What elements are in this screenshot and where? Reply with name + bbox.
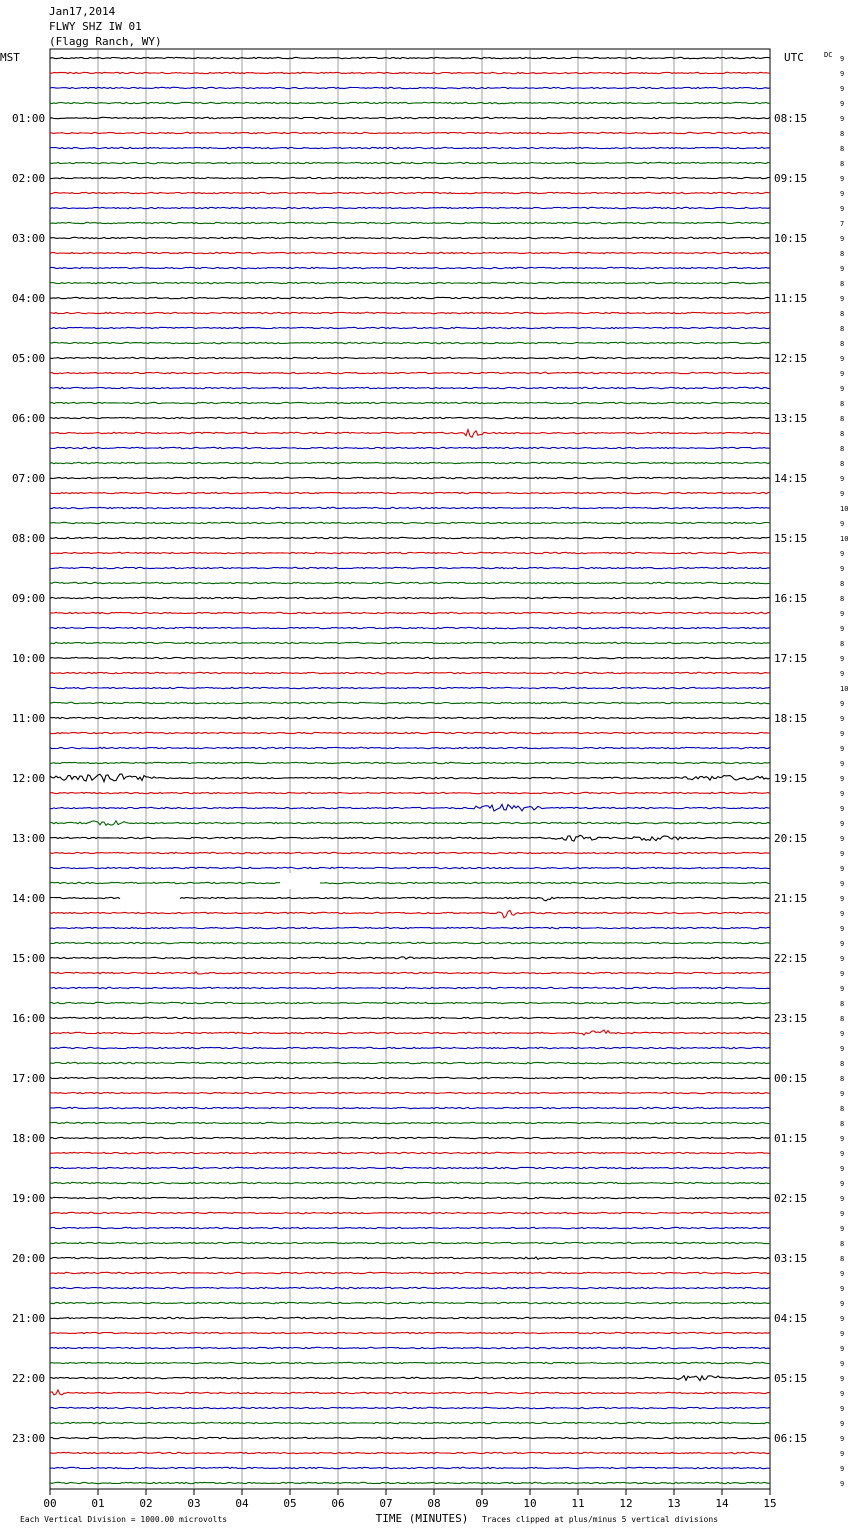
dc-offset-label: 9 xyxy=(840,985,845,993)
dc-offset-label: 9 xyxy=(840,925,845,933)
right-hour-label: 06:15 xyxy=(774,1432,808,1445)
seismic-trace xyxy=(50,1437,770,1438)
dc-offset-label: 9 xyxy=(840,1270,845,1278)
dc-offset-label: 9 xyxy=(840,715,845,723)
dc-offset-label: 9 xyxy=(840,70,845,78)
seismic-trace xyxy=(50,162,770,163)
seismic-trace xyxy=(50,1092,770,1093)
dc-offset-label: 8 xyxy=(840,640,845,648)
x-tick-label: 12 xyxy=(619,1497,633,1510)
dc-offset-label: 8 xyxy=(840,1060,845,1068)
seismic-trace xyxy=(50,567,770,568)
dc-offset-label: 8 xyxy=(840,340,845,348)
left-hour-label: 23:00 xyxy=(12,1432,46,1445)
data-gap xyxy=(280,873,318,889)
dc-offset-label: 9 xyxy=(840,820,845,828)
right-hour-label: 12:15 xyxy=(774,352,808,365)
dc-offset-label: 9 xyxy=(840,1300,845,1308)
seismic-trace xyxy=(50,537,770,538)
seismic-trace xyxy=(50,597,770,598)
seismic-trace xyxy=(50,1407,770,1408)
left-hour-label: 02:00 xyxy=(12,172,46,185)
right-hour-label: 04:15 xyxy=(774,1312,808,1325)
seismic-trace xyxy=(50,222,770,223)
left-hour-label: 01:00 xyxy=(12,112,46,125)
seismic-trace xyxy=(50,1272,770,1273)
seismic-trace xyxy=(50,297,770,298)
left-hour-label: 21:00 xyxy=(12,1312,46,1325)
seismic-trace xyxy=(50,1212,770,1213)
dc-offset-label: 9 xyxy=(840,1375,845,1383)
seismic-trace xyxy=(50,672,770,674)
seismic-trace xyxy=(50,1047,770,1048)
dc-offset-label: 9 xyxy=(840,355,845,363)
right-hour-label: 00:15 xyxy=(774,1072,808,1085)
dc-offset-label: 9 xyxy=(840,520,845,528)
right-hour-label: 01:15 xyxy=(774,1132,808,1145)
dc-offset-label: 8 xyxy=(840,130,845,138)
left-hour-label: 18:00 xyxy=(12,1132,46,1145)
dc-offset-label: 10 xyxy=(840,535,849,543)
seismic-trace xyxy=(50,942,770,943)
dc-offset-label: 8 xyxy=(840,595,845,603)
seismic-trace xyxy=(50,207,770,208)
dc-offset-label: 9 xyxy=(840,1210,845,1218)
x-tick-label: 09 xyxy=(475,1497,489,1510)
dc-offset-label: 9 xyxy=(840,910,845,918)
dc-offset-label: 8 xyxy=(840,1240,845,1248)
dc-offset-label: 9 xyxy=(840,1315,845,1323)
dc-offset-label: 9 xyxy=(840,115,845,123)
seismic-trace xyxy=(50,657,770,658)
dc-offset-label: 9 xyxy=(840,970,845,978)
dc-offset-label: 10 xyxy=(840,685,849,693)
dc-offset-label: 10 xyxy=(840,505,849,513)
seismic-trace xyxy=(50,237,770,238)
dc-offset-label: 8 xyxy=(840,325,845,333)
dc-offset-label: 9 xyxy=(840,1405,845,1413)
x-axis-label: TIME (MINUTES) xyxy=(375,1512,469,1525)
dc-offset-label: 9 xyxy=(840,955,845,963)
dc-offset-label: 9 xyxy=(840,850,845,858)
dc-offset-label: 9 xyxy=(840,175,845,183)
dc-offset-label: 8 xyxy=(840,145,845,153)
dc-column-label: DC xyxy=(824,51,833,59)
seismic-trace xyxy=(50,177,770,178)
seismic-trace xyxy=(50,1390,770,1395)
seismic-trace xyxy=(50,1422,770,1423)
left-hour-label: 12:00 xyxy=(12,772,46,785)
left-hour-label: 14:00 xyxy=(12,892,46,905)
dc-offset-label: 9 xyxy=(840,235,845,243)
right-hour-label: 17:15 xyxy=(774,652,808,665)
dc-offset-label: 9 xyxy=(840,1195,845,1203)
left-hour-label: 11:00 xyxy=(12,712,46,725)
left-hour-label: 10:00 xyxy=(12,652,46,665)
dc-offset-label: 9 xyxy=(840,55,845,63)
dc-offset-label: 8 xyxy=(840,580,845,588)
dc-offset-label: 9 xyxy=(840,745,845,753)
dc-offset-label: 9 xyxy=(840,1225,845,1233)
dc-offset-label: 9 xyxy=(840,1390,845,1398)
dc-offset-label: 9 xyxy=(840,1285,845,1293)
seismic-trace xyxy=(50,1317,770,1318)
seismic-trace xyxy=(50,87,770,88)
left-hour-label: 20:00 xyxy=(12,1252,46,1265)
seismic-trace xyxy=(50,430,770,438)
seismic-trace xyxy=(50,732,770,733)
dc-offset-label: 9 xyxy=(840,550,845,558)
dc-offset-label: 8 xyxy=(840,430,845,438)
seismic-trace xyxy=(50,957,770,959)
dc-offset-label: 8 xyxy=(840,310,845,318)
seismic-trace xyxy=(50,1242,770,1243)
seismic-trace xyxy=(50,1452,770,1453)
dc-offset-label: 9 xyxy=(840,670,845,678)
seismic-trace xyxy=(50,552,770,553)
seismic-trace xyxy=(50,477,770,478)
seismic-trace xyxy=(50,927,770,928)
dc-offset-label: 9 xyxy=(840,1480,845,1488)
dc-offset-label: 9 xyxy=(840,475,845,483)
x-tick-label: 00 xyxy=(43,1497,57,1510)
dc-offset-label: 9 xyxy=(840,100,845,108)
dc-offset-label: 9 xyxy=(840,790,845,798)
seismic-trace xyxy=(50,192,770,193)
dc-offset-label: 9 xyxy=(840,880,845,888)
seismic-trace xyxy=(50,910,770,918)
x-tick-label: 11 xyxy=(571,1497,585,1510)
dc-offset-label: 9 xyxy=(840,1135,845,1143)
dc-offset-label: 8 xyxy=(840,1015,845,1023)
seismic-trace xyxy=(50,462,770,463)
x-tick-label: 07 xyxy=(379,1497,393,1510)
seismic-trace xyxy=(50,1107,770,1108)
right-hour-label: 20:15 xyxy=(774,832,808,845)
left-hour-label: 06:00 xyxy=(12,412,46,425)
seismic-trace xyxy=(50,147,770,148)
seismic-trace xyxy=(50,312,770,313)
dc-offset-label: 8 xyxy=(840,445,845,453)
seismic-trace xyxy=(50,1227,770,1228)
right-hour-label: 21:15 xyxy=(774,892,808,905)
seismic-trace xyxy=(50,1002,770,1003)
left-hour-label: 17:00 xyxy=(12,1072,46,1085)
right-hour-label: 03:15 xyxy=(774,1252,808,1265)
seismic-trace xyxy=(50,102,770,103)
x-tick-label: 01 xyxy=(91,1497,105,1510)
right-hour-label: 05:15 xyxy=(774,1372,808,1385)
x-tick-label: 06 xyxy=(331,1497,345,1510)
seismic-trace xyxy=(50,612,770,613)
dc-offset-label: 9 xyxy=(840,610,845,618)
seismic-trace xyxy=(50,627,770,628)
dc-offset-label: 9 xyxy=(840,190,845,198)
seismic-trace xyxy=(50,1376,770,1381)
seismic-trace xyxy=(50,867,770,868)
dc-offset-label: 9 xyxy=(840,370,845,378)
seismic-trace xyxy=(50,1467,770,1468)
dc-offset-label: 9 xyxy=(840,1045,845,1053)
seismic-trace xyxy=(50,522,770,523)
seismic-trace xyxy=(50,1482,770,1483)
seismic-trace xyxy=(50,582,770,583)
seismic-trace xyxy=(50,747,770,748)
seismic-trace xyxy=(50,774,770,782)
left-hour-label: 19:00 xyxy=(12,1192,46,1205)
left-axis-label: MST xyxy=(0,51,20,64)
dc-offset-label: 9 xyxy=(840,1150,845,1158)
seismic-trace xyxy=(50,1347,770,1348)
seismic-trace xyxy=(50,1302,770,1303)
seismic-trace xyxy=(50,852,770,853)
seismic-trace xyxy=(50,835,770,841)
dc-offset-label: 8 xyxy=(840,400,845,408)
seismic-trace xyxy=(50,327,770,328)
right-hour-label: 15:15 xyxy=(774,532,808,545)
seismic-trace xyxy=(50,57,770,58)
dc-offset-label: 9 xyxy=(840,730,845,738)
station-location: (Flagg Ranch, WY) xyxy=(49,35,162,48)
left-hour-label: 09:00 xyxy=(12,592,46,605)
right-hour-label: 11:15 xyxy=(774,292,808,305)
dc-offset-label: 9 xyxy=(840,775,845,783)
dc-offset-label: 9 xyxy=(840,1465,845,1473)
left-hour-label: 13:00 xyxy=(12,832,46,845)
dc-offset-label: 8 xyxy=(840,415,845,423)
seismic-trace xyxy=(50,1167,770,1168)
left-hour-label: 05:00 xyxy=(12,352,46,365)
seismic-trace xyxy=(50,492,770,493)
dc-offset-label: 9 xyxy=(840,865,845,873)
seismic-trace xyxy=(50,507,770,508)
dc-offset-label: 8 xyxy=(840,1120,845,1128)
seismic-trace xyxy=(50,1137,770,1138)
x-tick-label: 05 xyxy=(283,1497,297,1510)
dc-offset-label: 9 xyxy=(840,1030,845,1038)
right-hour-label: 23:15 xyxy=(774,1012,808,1025)
right-hour-label: 18:15 xyxy=(774,712,808,725)
dc-offset-label: 9 xyxy=(840,625,845,633)
seismic-trace xyxy=(50,267,770,268)
right-hour-label: 09:15 xyxy=(774,172,808,185)
right-axis-label: UTC xyxy=(784,51,804,64)
dc-offset-label: 9 xyxy=(840,1420,845,1428)
seismic-trace xyxy=(50,387,770,388)
dc-offset-label: 9 xyxy=(840,205,845,213)
seismic-trace xyxy=(50,792,770,793)
right-hour-label: 08:15 xyxy=(774,112,808,125)
dc-offset-label: 9 xyxy=(840,385,845,393)
seismic-trace xyxy=(50,417,770,418)
dc-offset-label: 9 xyxy=(840,1360,845,1368)
seismic-trace xyxy=(50,1197,770,1198)
right-hour-label: 22:15 xyxy=(774,952,808,965)
dc-offset-label: 8 xyxy=(840,250,845,258)
dc-offset-label: 9 xyxy=(840,655,845,663)
x-tick-label: 13 xyxy=(667,1497,681,1510)
seismic-trace xyxy=(50,1122,770,1123)
seismic-trace xyxy=(50,282,770,283)
seismic-trace xyxy=(50,1287,770,1288)
dc-offset-label: 9 xyxy=(840,1180,845,1188)
dc-offset-label: 9 xyxy=(840,490,845,498)
dc-offset-label: 8 xyxy=(840,280,845,288)
dc-offset-label: 9 xyxy=(840,1330,845,1338)
seismic-trace xyxy=(50,1332,770,1333)
station-code: FLWY SHZ IW 01 xyxy=(49,20,142,33)
seismic-trace xyxy=(50,882,770,883)
left-hour-label: 16:00 xyxy=(12,1012,46,1025)
left-hour-label: 15:00 xyxy=(12,952,46,965)
seismic-trace xyxy=(50,1077,770,1078)
seismic-trace xyxy=(50,252,770,253)
dc-offset-label: 9 xyxy=(840,940,845,948)
dc-offset-label: 8 xyxy=(840,1255,845,1263)
x-tick-label: 14 xyxy=(715,1497,729,1510)
seismic-trace xyxy=(50,1362,770,1363)
right-hour-label: 10:15 xyxy=(774,232,808,245)
x-tick-label: 04 xyxy=(235,1497,249,1510)
seismic-trace xyxy=(50,897,770,901)
dc-offset-label: 8 xyxy=(840,460,845,468)
dc-offset-label: 9 xyxy=(840,1345,845,1353)
clip-note: Traces clipped at plus/minus 5 vertical divisions xyxy=(482,1515,719,1524)
seismic-trace xyxy=(50,821,770,826)
dc-offset-label: 9 xyxy=(840,1435,845,1443)
seismic-trace xyxy=(50,117,770,118)
seismic-trace xyxy=(50,804,770,811)
dc-offset-label: 8 xyxy=(840,1105,845,1113)
dc-offset-label: 9 xyxy=(840,265,845,273)
right-hour-label: 19:15 xyxy=(774,772,808,785)
left-hour-label: 04:00 xyxy=(12,292,46,305)
seismic-trace xyxy=(50,717,770,718)
right-hour-label: 14:15 xyxy=(774,472,808,485)
dc-offset-label: 9 xyxy=(840,295,845,303)
seismic-trace xyxy=(50,372,770,373)
seismic-trace xyxy=(50,402,770,403)
right-hour-label: 13:15 xyxy=(774,412,808,425)
scale-note: Each Vertical Division = 1000.00 microvolts xyxy=(20,1515,228,1524)
seismic-trace xyxy=(50,1182,770,1183)
right-hour-label: 02:15 xyxy=(774,1192,808,1205)
dc-offset-label: 9 xyxy=(840,1450,845,1458)
dc-offset-label: 8 xyxy=(840,160,845,168)
x-tick-label: 02 xyxy=(139,1497,153,1510)
plot-date: Jan17,2014 xyxy=(49,5,116,18)
x-tick-label: 03 xyxy=(187,1497,201,1510)
left-hour-label: 22:00 xyxy=(12,1372,46,1385)
dc-offset-label: 9 xyxy=(840,565,845,573)
seismic-trace xyxy=(50,702,770,703)
seismic-trace xyxy=(50,1062,770,1063)
seismic-trace xyxy=(50,447,770,448)
dc-offset-label: 7 xyxy=(840,220,845,228)
seismic-trace xyxy=(50,687,770,688)
seismic-trace xyxy=(50,357,770,358)
dc-offset-label: 9 xyxy=(840,1165,845,1173)
dc-offset-label: 9 xyxy=(840,760,845,768)
dc-offset-label: 9 xyxy=(840,1090,845,1098)
left-hour-label: 07:00 xyxy=(12,472,46,485)
seismic-trace xyxy=(50,762,770,763)
dc-offset-label: 9 xyxy=(840,805,845,813)
dc-offset-label: 9 xyxy=(840,895,845,903)
seismic-trace xyxy=(50,132,770,133)
seismic-trace xyxy=(50,1030,770,1035)
dc-offset-label: 8 xyxy=(840,1000,845,1008)
x-tick-label: 15 xyxy=(763,1497,777,1510)
dc-offset-label: 9 xyxy=(840,85,845,93)
seismic-trace xyxy=(50,972,770,974)
x-tick-label: 08 xyxy=(427,1497,441,1510)
seismic-trace xyxy=(50,1017,770,1018)
left-hour-label: 03:00 xyxy=(12,232,46,245)
seismic-trace xyxy=(50,1152,770,1153)
seismic-trace xyxy=(50,987,770,988)
seismic-trace xyxy=(50,72,770,73)
dc-offset-label: 8 xyxy=(840,1075,845,1083)
right-hour-label: 16:15 xyxy=(774,592,808,605)
dc-offset-label: 9 xyxy=(840,700,845,708)
seismic-trace xyxy=(50,342,770,343)
x-tick-label: 10 xyxy=(523,1497,537,1510)
seismic-trace xyxy=(50,1257,770,1259)
dc-offset-label: 9 xyxy=(840,835,845,843)
left-hour-label: 08:00 xyxy=(12,532,46,545)
seismic-trace xyxy=(50,642,770,643)
